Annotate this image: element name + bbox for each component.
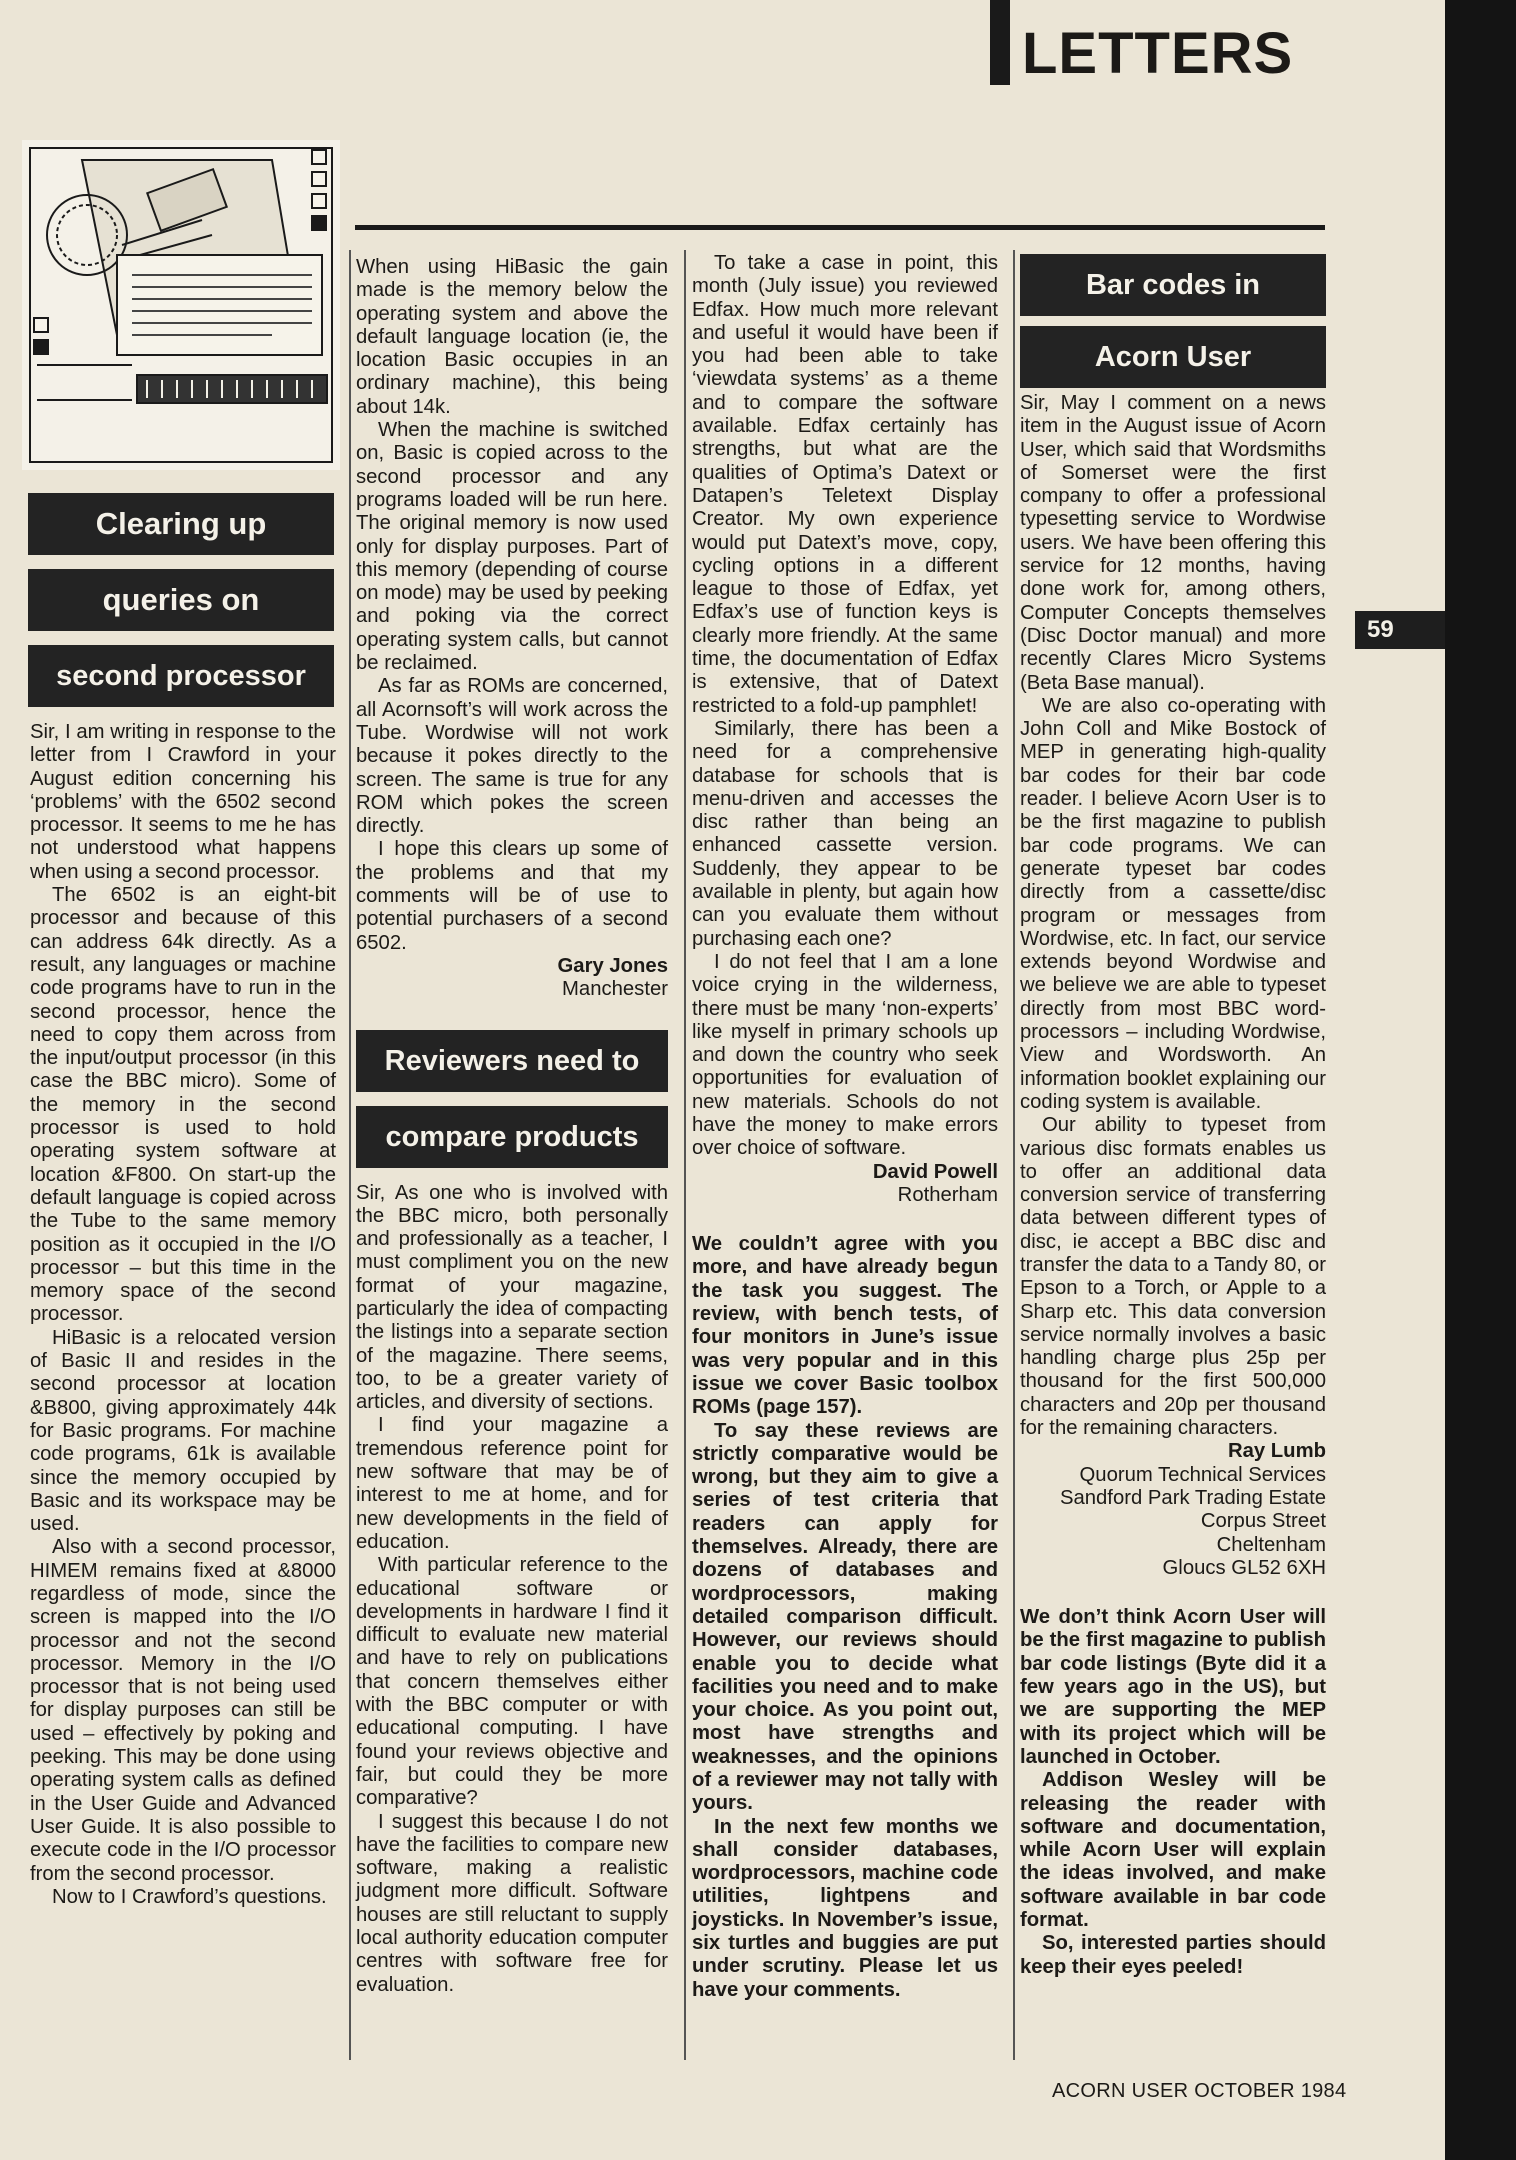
- letter1-signature: Gary Jones: [557, 954, 668, 977]
- letter2-location: Rotherham: [897, 1183, 998, 1206]
- letter2-paragraph: I do not feel that I am a lone voice crying in the wilderness, there must be many ‘non-experts’ like myself in primary schools up and down the country who seek opportunities for evaluation of new materials. Schools do not have the money to make errors over choice of software.: [692, 950, 998, 1160]
- letter1-paragraph: When the machine is switched on, Basic is copied across to the second processor and any programs loaded will be run here. The original memory is now used only for display purposes. Part of this memory (depending of course on mode) may be used by peeking and poking via the correct operating system calls, but cannot be reclaimed.: [356, 419, 668, 675]
- envelope-illustration: [22, 140, 340, 470]
- letter3-paragraph: Our ability to typeset from various disc formats enables us to offer an additional data conversion service of transferring data between different types of disc, ie accept a BBC disc and transfer the data to a Tandy 80, or Epson to a Torch, or Apple to a Sharp etc. This data conversion service normally involves a basic handling charge plus 25p per thousand for the first 500,000 characters and 20p per thousand for the remaining characters.: [1020, 1114, 1326, 1440]
- letter1-paragraph: I hope this clears up some of the problems and that my comments will be of use to potential purchasers of a second 6502.: [356, 838, 668, 954]
- address-line: Corpus Street: [1200, 1510, 1326, 1533]
- address-line: Sandford Park Trading Estate: [1059, 1486, 1326, 1509]
- headline-bar: second processor: [28, 645, 334, 707]
- letter1-location: Manchester: [562, 978, 668, 1001]
- headline-bar: Reviewers need to: [356, 1030, 668, 1092]
- reply-paragraph: So, interested parties should keep their eyes peeled!: [1020, 1932, 1326, 1978]
- letter2-paragraph: To take a case in point, this month (July issue) you reviewed Edfax. How much more relevant and useful it would have been if you had been able to take ‘viewdata systems’ as a theme and to compare the software available. Edfax certainly has strengths, but what are the qualities of Optima’s Datext or Datapen’s Teletext Display Creator. My own experience would put Datext’s move, copy, cycling options in a different league to those of Edfax, yet Edfax’s use of function keys is clearly more friendly. At the same time, the documentation of Edfax is extensive, that of Datext restricted to a fold-up pamphlet!: [692, 252, 998, 717]
- reply-paragraph: Addison Wesley will be releasing the reader with software and documentation, while Acorn User will explain the ideas involved, and make software available in bar code format.: [1020, 1769, 1326, 1931]
- page-number: 59: [1355, 611, 1445, 649]
- letter3-paragraph: We are also co-operating with John Coll and Mike Bostock of MEP in generating high-quality bar codes for their bar code reader. I believe Acorn User is to be the first magazine to publish bar code programs. We can generate typeset bar codes directly from a cassette/disc program or messages from Wordwise, etc. In fact, our service extends beyond Wordwise and we believe we are able to typeset directly from most BBC word-processors – including Wordwise, View and Wordsworth. An information booklet explaining our coding system is available.: [1020, 694, 1326, 1113]
- page-footer: ACORN USER OCTOBER 1984: [1052, 2080, 1347, 2102]
- headline-bar: compare products: [356, 1106, 668, 1168]
- address-line: Cheltenham: [1216, 1533, 1326, 1556]
- reply-paragraph: In the next few months we shall consider databases, wordprocessors, machine code utilities, lightpens and joysticks. In November’s issue, six turtles and buggies are put under scrutiny. Please let us have your comments.: [692, 1815, 998, 2001]
- column-1: [30, 721, 336, 1909]
- headline-bar: Bar codes in: [1020, 254, 1326, 316]
- letter1-paragraph: HiBasic is a relocated version of Basic II and resides in the second processor at location &B800, giving approximately 44k for Basic programs. For machine code programs, 61k is available since the memory occupied by Basic and its workspace may be used.: [30, 1326, 336, 1536]
- letter2-paragraph: Similarly, there has been a need for a comprehensive database for schools that is menu-driven and accesses the disc rather than being an enhanced cassette version. Suddenly, they appear to be available in plenty, but again how can you evaluate them without purchasing each one?: [692, 717, 998, 950]
- binding-spine: [1445, 0, 1516, 2160]
- headline-bar: queries on: [28, 569, 334, 631]
- letter1-paragraph: When using HiBasic the gain made is the memory below the operating system and above the default language location (ie, the location Basic occupies in an ordinary machine), this being about 14k.: [356, 256, 668, 418]
- column-2: [356, 256, 668, 1997]
- address-line: Quorum Technical Services: [1079, 1463, 1326, 1486]
- column-divider: [1013, 250, 1015, 2060]
- letter2-paragraph: Sir, As one who is involved with the BBC micro, both personally and professionally as a teacher, I must compliment you on the new format of your magazine, particularly the idea of compacting the listings into a separate section of the magazine. There seems, too, to be a greater variety of articles, and diversity of sections.: [356, 1181, 668, 1414]
- section-tab-marker: [990, 0, 1010, 85]
- letter2-paragraph: I find your magazine a tremendous reference point for new software that may be of interest to me at home, and for new developments in the field of education.: [356, 1414, 668, 1553]
- letter1-paragraph: The 6502 is an eight-bit processor and because of this can address 64k directly. As a result, any languages or machine code programs have to run in the second processor, hence the need to copy them across from the input/output processor (in this case the BBC micro). Some of the memory in the second processor is used to hold operating system software at location &F800. On start-up the default language is copied across the Tube to the same memory position as it occupied in the I/O processor – but this time in the memory space of the second processor.: [30, 884, 336, 1326]
- letter3-signature: Ray Lumb: [1227, 1440, 1326, 1463]
- reply-paragraph: We don’t think Acorn User will be the first magazine to publish bar code listings (Byte did it a few years ago in the US), but we are supporting the MEP with its project which will be launched in October.: [1020, 1606, 1326, 1768]
- letter1-paragraph: Sir, I am writing in response to the letter from I Crawford in your August edition concerning his ‘problems’ with the 6502 second processor. It seems to me he has not understood what happens when using a second processor.: [30, 721, 336, 883]
- column-4: [1020, 254, 1326, 1979]
- headline-bar: Acorn User: [1020, 326, 1326, 388]
- column-3: [692, 252, 998, 2002]
- letter2-paragraph: With particular reference to the educational software or developments in hardware I find it difficult to evaluate new material and have to rely on publications that concern themselves either with the BBC computer or with educational computing. I have found your reviews objective and fair, but could they be more comparative?: [356, 1554, 668, 1810]
- letter3-editor-reply: [1020, 1606, 1326, 1979]
- section-title: LETTERS: [1022, 21, 1294, 86]
- letter1-paragraph: Now to I Crawford’s questions.: [52, 1885, 327, 1908]
- letter1-paragraph: Also with a second processor, HIMEM remains fixed at &8000 regardless of mode, since the screen is mapped into the I/O processor and not the second processor. Memory in the I/O processor that is not being used for display purposes can still be used – effectively by poking and peeking. This may be done using operating system calls as defined in the User Guide and Advanced User Guide. It is also possible to execute code in the I/O processor from the second processor.: [30, 1536, 336, 1885]
- reply-paragraph: We couldn’t agree with you more, and have already begun the task you suggest. The review, with bench tests, of four monitors in June’s issue was very popular and in this issue we cover Basic toolbox ROMs (page 157).: [692, 1233, 998, 1419]
- headline-bar: Clearing up: [28, 493, 334, 555]
- letter2-paragraph: I suggest this because I do not have the facilities to compare new software, making a realistic judgment more difficult. Software houses are still reluctant to supply local authority education computer centres with software free for evaluation.: [356, 1810, 668, 1996]
- reply-paragraph: To say these reviews are strictly comparative would be wrong, but they aim to give a series of test criteria that readers can apply for themselves. Already, there are dozens of databases and wordprocessors, making detailed comparison difficult. However, our reviews should enable you to decide what facilities you need and to make your choice. As you point out, most have strengths and weaknesses, and the opinions of a reviewer may not tally with yours.: [692, 1419, 998, 1815]
- column-divider: [349, 250, 351, 2060]
- letter2-signature: David Powell: [872, 1160, 998, 1183]
- letter1-paragraph: As far as ROMs are concerned, all Acornsoft’s will work across the Tube. Wordwise will not work because it pokes directly to the screen. The same is true for any ROM which pokes the screen directly.: [356, 675, 668, 838]
- letter1-headline-block: [28, 493, 334, 721]
- letter2-editor-reply: [692, 1233, 998, 2002]
- column-divider: [684, 250, 686, 2060]
- address-line: Gloucs GL52 6XH: [1162, 1556, 1326, 1579]
- letter3-paragraph: Sir, May I comment on a news item in the August issue of Acorn User, which said that Wordsmiths of Somerset were the first company to offer a professional typesetting service to Wordwise users. We have been offering this service for 12 months, having done work for, among others, Computer Concepts themselves (Disc Doctor manual) and more recently Clares Micro Systems (Beta Base manual).: [1020, 392, 1326, 694]
- top-rule: [355, 225, 1325, 230]
